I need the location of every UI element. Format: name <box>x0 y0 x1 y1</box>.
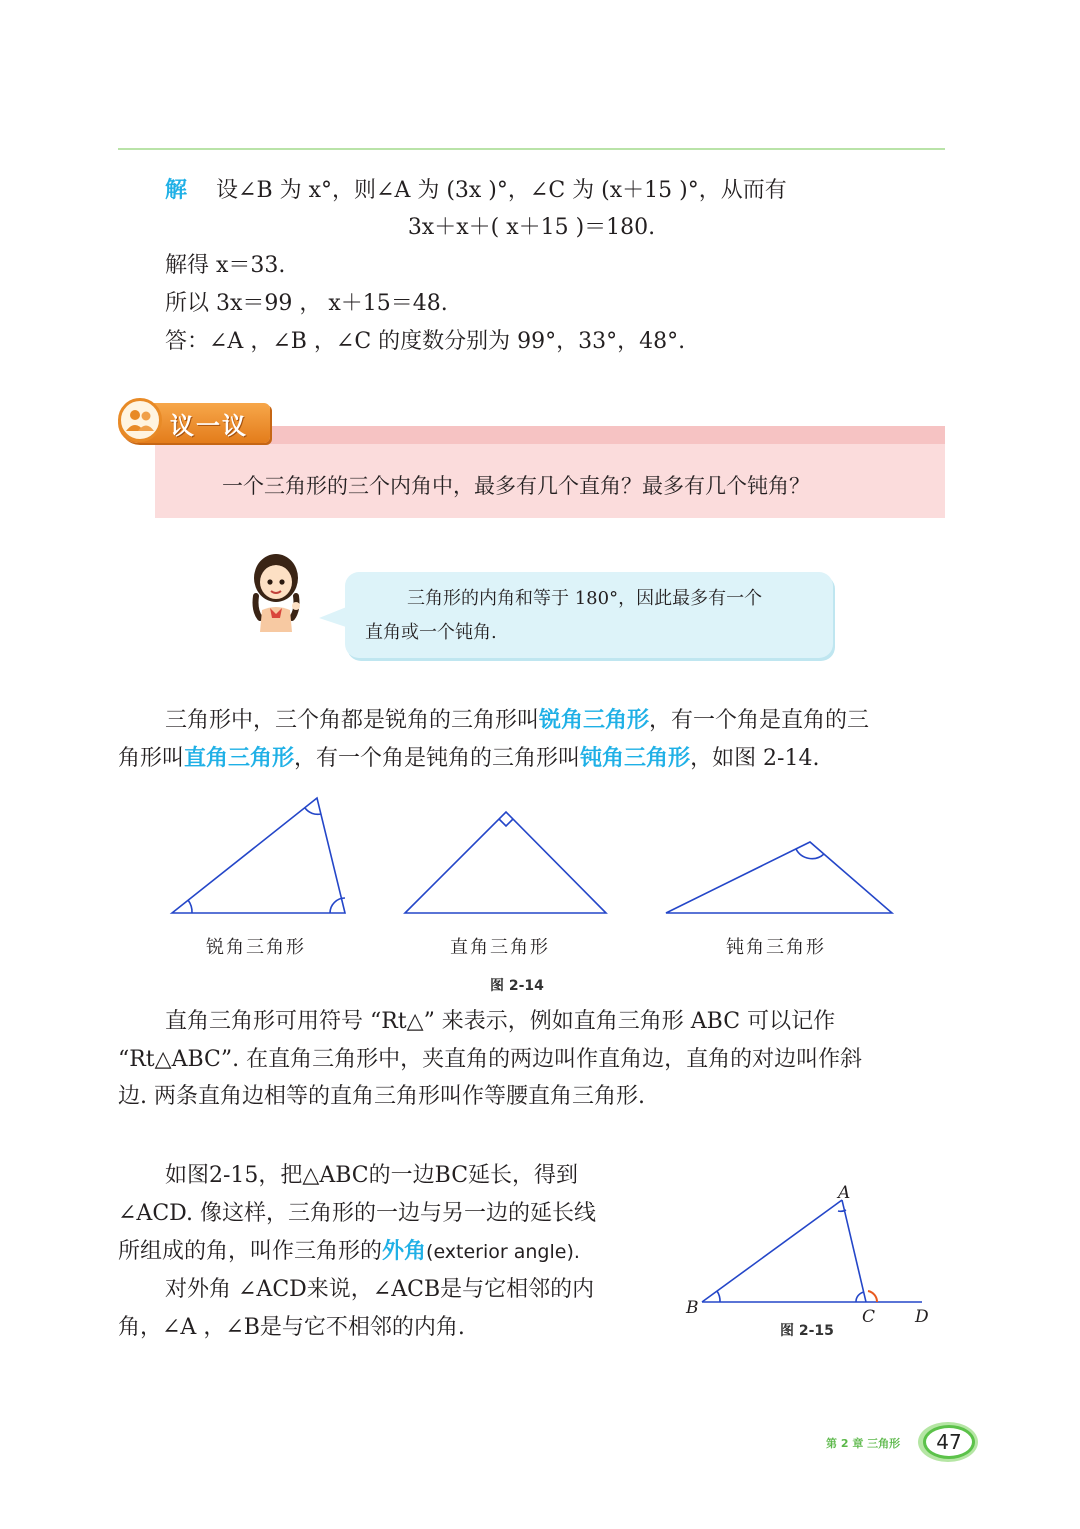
acute-triangle <box>172 798 345 913</box>
solution-equation: 3x＋x＋( x＋15 )＝180. <box>407 215 656 240</box>
para2-line-2: “Rt△ABC”. 在直角三角形中，夹直角的两边叫作直角边，直角的对边叫作斜 <box>118 1047 863 1072</box>
solution-line-4: 所以 3x＝99 ， x＋15＝48. <box>165 291 448 316</box>
para1-text-e: ，如图 2-14. <box>690 746 820 771</box>
solution-label: 解 <box>165 178 188 203</box>
keyword-acute: 锐角三角形 <box>539 708 650 733</box>
point-b-label: B <box>686 1298 699 1318</box>
keyword-right: 直角三角形 <box>184 746 295 771</box>
para1-text-c: 角形叫 <box>118 746 185 771</box>
people-icon <box>118 398 162 442</box>
para3-line-1: 如图2-15，把△ABC的一边BC延长，得到 <box>165 1163 579 1188</box>
girl-illustration <box>244 548 308 632</box>
solution-line-3: 解得 x＝33. <box>165 253 286 278</box>
figure-2-14-caption: 图 2-14 <box>490 978 544 994</box>
label-obtuse-triangle: 钝角三角形 <box>726 937 826 958</box>
para1-text-d: ，有一个角是钝角的三角形叫 <box>294 746 581 771</box>
para3-text-a: 所组成的角，叫作三角形的 <box>118 1239 383 1264</box>
discuss-title: 议一议 <box>170 412 248 440</box>
keyword-exterior-angle: 外角 <box>382 1239 427 1264</box>
para3-line-5: 角，∠A ，∠B是与它不相邻的内角. <box>118 1315 465 1340</box>
para3-line-4: 对外角 ∠ACD来说，∠ACB是与它相邻的内 <box>165 1277 595 1302</box>
figure-2-15-caption: 图 2-15 <box>780 1323 834 1339</box>
para2-line-1: 直角三角形可用符号 “Rt△” 来表示，例如直角三角形 ABC 可以记作 <box>165 1009 836 1034</box>
para1-text-b: ，有一个角是直角的三 <box>649 708 870 733</box>
para3-text-b: (exterior angle). <box>426 1241 580 1263</box>
para1-text-a: 三角形中，三个角都是锐角的三角形叫 <box>165 708 540 733</box>
bubble-line-2: 直角或一个钝角. <box>365 622 497 643</box>
figure-2-15 <box>680 1178 940 1324</box>
footer-chapter: 第 2 章 三角形 <box>826 1437 901 1450</box>
solution-text: 设∠B 为 x°，则∠A 为 (3x )°，∠C 为 (x＋15 )°，从而有 <box>216 178 787 203</box>
right-triangle <box>405 812 606 913</box>
discuss-question: 一个三角形的三个内角中，最多有几个直角？最多有几个钝角？ <box>222 474 810 498</box>
para1-line-1 <box>165 706 869 736</box>
label-acute-triangle: 锐角三角形 <box>206 937 306 958</box>
para2-line-3: 边. 两条直角边相等的直角三角形叫作等腰直角三角形. <box>118 1084 645 1109</box>
label-right-triangle: 直角三角形 <box>450 937 550 958</box>
para1-line-2 <box>118 744 819 774</box>
discuss-strip <box>155 426 945 444</box>
page-number: 47 <box>923 1425 975 1459</box>
para3-line-3 <box>118 1237 580 1267</box>
figure-2-14 <box>160 790 910 930</box>
keyword-obtuse: 钝角三角形 <box>580 746 691 771</box>
speech-bubble <box>345 572 833 658</box>
para3-line-2: ∠ACD. 像这样，三角形的一边与另一边的延长线 <box>118 1201 596 1226</box>
header-rule <box>118 148 945 150</box>
bubble-line-1: 三角形的内角和等于 180°，因此最多有一个 <box>407 588 763 609</box>
solution-answer: 答：∠A ，∠B ，∠C 的度数分别为 99°，33°，48°. <box>165 329 686 354</box>
solution-line-1 <box>165 176 787 206</box>
point-a-label: A <box>838 1183 851 1203</box>
point-d-label: D <box>915 1307 929 1327</box>
point-c-label: C <box>862 1307 876 1327</box>
obtuse-triangle <box>666 842 892 913</box>
